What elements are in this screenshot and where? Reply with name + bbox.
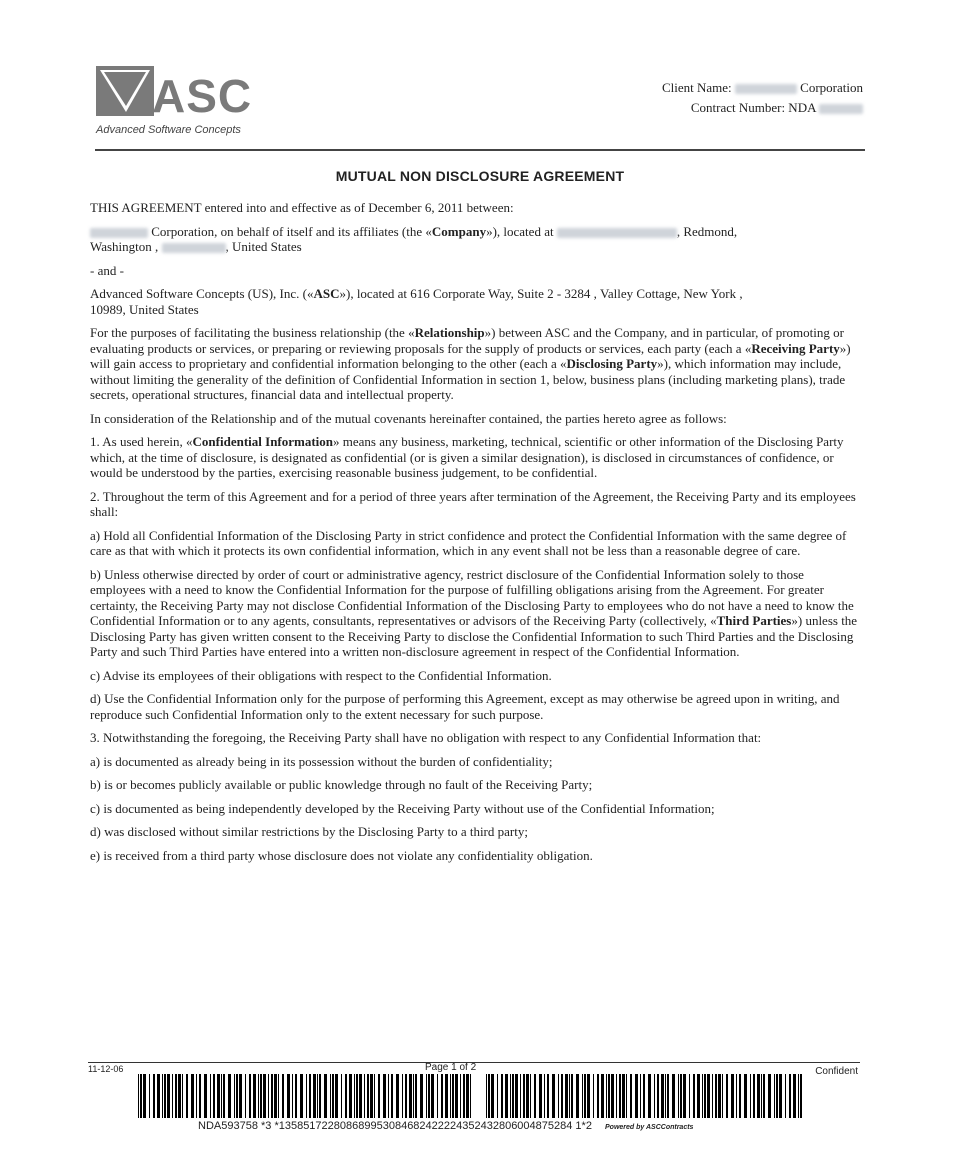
barcode-bar — [349, 1074, 352, 1118]
barcode-bar — [196, 1074, 197, 1118]
barcode-bar — [335, 1074, 338, 1118]
barcode-bar — [274, 1074, 277, 1118]
barcode-bar — [306, 1074, 307, 1118]
barcode-bar — [619, 1074, 621, 1118]
barcode-bar — [800, 1074, 802, 1118]
barcode-bar — [606, 1074, 607, 1118]
barcode-bar — [405, 1074, 407, 1118]
barcode-bar — [520, 1074, 521, 1118]
barcode-bar — [569, 1074, 570, 1118]
barcode-bar — [667, 1074, 669, 1118]
barcode-bar — [367, 1074, 369, 1118]
barcode-bar — [571, 1074, 573, 1118]
barcode-bar — [616, 1074, 617, 1118]
barcode-bar — [332, 1074, 334, 1118]
section-3d: d) was disclosed without similar restrictions by the Disclosing Party to a third party; — [90, 824, 528, 839]
barcode-bar — [584, 1074, 586, 1118]
barcode-bar — [309, 1074, 311, 1118]
barcode-bar — [210, 1074, 211, 1118]
section-2b: b) Unless otherwise directed by order of court or administrative agency, restrict disclosure of the Confidential Information solely to those employees with a need to know the Confidential Information for the purpose of fulfilling obligations arising from the Agreement. For greater certainty, the Receiving Party may not disclose Confidential Information of the Disclosing Party to employees who do not have a need to know the Confidential Information or to any agents, consultants, representatives or advisors of the Receiving Party (collectively, «Third Parties») unless the Disclosing Party has given written consent to the Receiving Party to disclose the Confidential Information to such Third Parties and the Disclosing Party and such Third Parties have entered into a written non-disclosure agreement in respect of the Confidential Information. — [90, 566, 858, 659]
barcode-bar — [178, 1074, 181, 1118]
barcode-bar — [292, 1074, 293, 1118]
barcode-bar — [354, 1074, 355, 1118]
barcode-bar — [463, 1074, 465, 1118]
barcode-bar — [452, 1074, 454, 1118]
barcode-bar — [236, 1074, 238, 1118]
barcode-bar — [409, 1074, 412, 1118]
redacted-zip-code — [162, 243, 226, 253]
barcode-bar — [761, 1074, 762, 1118]
barcode-bar — [530, 1074, 531, 1118]
barcode-bar — [763, 1074, 765, 1118]
barcode-left — [138, 1074, 474, 1118]
barcode-bar — [239, 1074, 242, 1118]
barcode-bar — [611, 1074, 614, 1118]
barcode-bar — [776, 1074, 778, 1118]
barcode-bar — [789, 1074, 791, 1118]
barcode-bar — [204, 1074, 207, 1118]
footer-date: 11-12-06 — [88, 1064, 124, 1074]
barcode-bar — [391, 1074, 393, 1118]
barcode-bar — [491, 1074, 494, 1118]
contract-number-line — [662, 98, 863, 118]
barcode-bar — [341, 1074, 342, 1118]
barcode-bar — [718, 1074, 721, 1118]
barcode-bar — [648, 1074, 651, 1118]
barcode-bar — [182, 1074, 183, 1118]
client-name-label: Client Name: — [661, 80, 732, 95]
barcode-bar — [324, 1074, 327, 1118]
barcode-bar — [175, 1074, 177, 1118]
barcode-bar — [470, 1074, 471, 1118]
barcode-bar — [486, 1074, 487, 1118]
party-asc: Advanced Software Concepts (US), Inc. («ASC»), located at 616 Corporate Way, Suite 2 - 3284 , Valley Cottage, New York , 10989, United States — [90, 286, 743, 317]
barcode-bar — [164, 1074, 166, 1118]
contract-number-label: Contract Number: NDA — [690, 100, 816, 115]
barcode-bar — [630, 1074, 632, 1118]
barcode-bar — [547, 1074, 549, 1118]
barcode-bar — [140, 1074, 142, 1118]
consideration-paragraph: In consideration of the Relationship and of the mutual covenants hereinafter contained, the parties hereto agree as follows: — [90, 410, 727, 426]
barcode-bar — [455, 1074, 458, 1118]
defined-term-asc: ASC — [313, 286, 340, 301]
barcode-bar — [750, 1074, 751, 1118]
barcode-bar — [268, 1074, 269, 1118]
barcode-bar — [552, 1074, 555, 1118]
barcode-bar — [587, 1074, 590, 1118]
barcode-bar — [689, 1074, 690, 1118]
barcode-bar — [287, 1074, 290, 1118]
barcode-bar — [213, 1074, 215, 1118]
asc-logo — [96, 66, 276, 142]
barcode-bar — [510, 1074, 511, 1118]
barcode-bar — [317, 1074, 318, 1118]
barcode-bar — [643, 1074, 645, 1118]
barcode-bar — [460, 1074, 461, 1118]
barcode-bar — [608, 1074, 610, 1118]
barcode-bar — [420, 1074, 423, 1118]
barcode-bar — [383, 1074, 386, 1118]
barcode-right — [486, 1074, 804, 1118]
logo-wordmark: ASC — [152, 70, 253, 122]
barcode-bar — [785, 1074, 786, 1118]
section-2-lead: 2. Throughout the term of this Agreement and for a period of three years after termination of the Agreement, the Receiving Party and its employees shall: — [90, 488, 856, 519]
barcode-bar — [172, 1074, 173, 1118]
barcode-bar — [258, 1074, 259, 1118]
barcode-bar — [635, 1074, 638, 1118]
section-2a: a) Hold all Confidential Information of the Disclosing Party in strict confidence and protect the Confidential Information with the same degree of care as that with which it protects its own confidential information, which in any event shall not be less than a reasonable degree of care. — [90, 527, 847, 558]
barcode-bar — [622, 1074, 625, 1118]
redacted-contract-number — [819, 104, 863, 114]
barcode-bar — [253, 1074, 256, 1118]
barcode-bar — [167, 1074, 170, 1118]
redacted-company-name — [90, 228, 148, 238]
barcode-bar — [282, 1074, 284, 1118]
intro-line: THIS AGREEMENT entered into and effective as of December 6, 2011 between: — [90, 200, 514, 215]
barcode-bar — [665, 1074, 666, 1118]
section-3e: e) is received from a third party whose disclosure does not violate any confidentiality obligation. — [90, 847, 593, 863]
barcode-bar — [640, 1074, 641, 1118]
client-name-suffix: Corporation — [800, 80, 863, 95]
barcode-bar — [793, 1074, 796, 1118]
barcode-bar — [278, 1074, 279, 1118]
barcode-bar — [539, 1074, 542, 1118]
barcode-bar — [157, 1074, 160, 1118]
barcode-bar — [162, 1074, 163, 1118]
logo-tagline: Advanced Software Concepts — [96, 124, 241, 136]
barcode-bar — [466, 1074, 469, 1118]
barcode-bar — [672, 1074, 675, 1118]
barcode-bar — [726, 1074, 728, 1118]
barcode-bar — [488, 1074, 490, 1118]
barcode-bar — [217, 1074, 220, 1118]
barcode-bar — [415, 1074, 417, 1118]
barcode-bar — [138, 1074, 139, 1118]
barcode-bar — [450, 1074, 451, 1118]
barcode-bar — [768, 1074, 771, 1118]
barcode-bar — [437, 1074, 438, 1118]
agreement-body — [90, 200, 860, 863]
redacted-company-address — [557, 228, 677, 238]
barcode-bar — [245, 1074, 246, 1118]
barcode-bar — [345, 1074, 347, 1118]
barcode-bar — [697, 1074, 700, 1118]
section-3c: c) is documented as being independently developed by the Receiving Party without use of the Confidential Information; — [90, 800, 715, 816]
barcode-bar — [370, 1074, 373, 1118]
barcode-bar — [228, 1074, 231, 1118]
barcode-bar — [396, 1074, 399, 1118]
barcode-number: NDA593758 *3 *135851722808689953084682422224352432806004875284 1*2 — [198, 1120, 592, 1132]
section-3b: b) is or becomes publicly available or public knowledge through no fault of the Receiving Party; — [90, 777, 593, 792]
barcode-bar — [356, 1074, 358, 1118]
barcode-bar — [249, 1074, 251, 1118]
section-2d: d) Use the Confidential Information only for the purpose of performing this Agreement, except as may otherwise be agreed upon in writing, and reproduce such Confidential Information only to the extent necessary for such purpose. — [90, 691, 840, 722]
barcode-bar — [753, 1074, 755, 1118]
barcode-bar — [680, 1074, 682, 1118]
purpose-paragraph: For the purposes of facilitating the business relationship (the «Relationship») between ASC and the Company, and in particular, of promoting or evaluating products or services, or preparing or reviewing proposals for the supply of products or services, each party (each a «Receiving Party») will gain access to proprietary and confidential information belonging to the other (each a «Disclosing Party»), which information may include, without limiting the generality of the definition of Confidential Information in section 1, below, business plans (including marketing plans), trade secrets, operational structures, financial data and intellectual property. — [90, 325, 851, 402]
barcode-bar — [657, 1074, 659, 1118]
section-3a: a) is documented as already being in its possession without the burden of confidentiality; — [90, 753, 553, 769]
section-1: 1. As used herein, «Confidential Information» means any business, marketing, technical, scientific or other information of the Disclosing Party which, at the time of disclosure, is designated as confidential (or is given a similar designation), is disclosed in circumstances of confidence, or would be understood by the parties, exercising reasonable business judgement, to be confidential. — [90, 434, 844, 480]
asc-logo-mark-icon — [96, 66, 154, 116]
header-divider — [95, 149, 865, 151]
barcode-bar — [512, 1074, 514, 1118]
barcode-bar — [601, 1074, 604, 1118]
document-title: MUTUAL NON DISCLOSURE AGREEMENT — [335, 168, 625, 184]
confidential-label: Confident — [815, 1066, 858, 1077]
barcode-bar — [313, 1074, 316, 1118]
barcode-bar — [661, 1074, 664, 1118]
barcode-bar — [715, 1074, 717, 1118]
client-name-line — [662, 78, 863, 98]
barcode-bar — [260, 1074, 262, 1118]
barcode-bar — [712, 1074, 713, 1118]
barcode-bar — [565, 1074, 568, 1118]
barcode-bar — [558, 1074, 559, 1118]
barcode-bar — [388, 1074, 389, 1118]
barcode-bar — [445, 1074, 448, 1118]
client-info — [662, 78, 863, 118]
barcode-bar — [582, 1074, 583, 1118]
barcode-bar — [693, 1074, 695, 1118]
barcode-bar — [683, 1074, 686, 1118]
barcode-bar — [774, 1074, 775, 1118]
barcode-bar — [505, 1074, 508, 1118]
barcode-bar — [221, 1074, 222, 1118]
barcode-bar — [441, 1074, 443, 1118]
barcode-bar — [413, 1074, 414, 1118]
barcode-bar — [515, 1074, 518, 1118]
barcode-bar — [497, 1074, 498, 1118]
section-2c: c) Advise its employees of their obligations with respect to the Confidential Information. — [90, 667, 552, 683]
barcode-bar — [798, 1074, 799, 1118]
barcode-bar — [191, 1074, 194, 1118]
barcode-bar — [223, 1074, 225, 1118]
barcode-bar — [153, 1074, 155, 1118]
redacted-client-name — [735, 84, 797, 94]
barcode-bar — [199, 1074, 201, 1118]
barcode-bar — [597, 1074, 599, 1118]
barcode-bar — [143, 1074, 146, 1118]
barcode-bar — [534, 1074, 536, 1118]
barcode-bar — [426, 1074, 427, 1118]
barcode-bar — [739, 1074, 741, 1118]
barcode-bar — [678, 1074, 679, 1118]
barcode-bar — [364, 1074, 365, 1118]
barcode-bar — [654, 1074, 655, 1118]
barcode-bar — [149, 1074, 150, 1118]
barcode-bar — [300, 1074, 303, 1118]
barcode-bar — [186, 1074, 188, 1118]
barcode-bar — [271, 1074, 273, 1118]
powered-by: Powered by ASCContracts — [605, 1124, 694, 1131]
barcode-bar — [402, 1074, 403, 1118]
barcode-bar — [544, 1074, 545, 1118]
barcode-bar — [319, 1074, 321, 1118]
barcode-bar — [526, 1074, 529, 1118]
barcode-bar — [295, 1074, 297, 1118]
section-3-lead: 3. Notwithstanding the foregoing, the Receiving Party shall have no obligation with respect to any Confidential Information that: — [90, 730, 762, 745]
barcode-bar — [330, 1074, 331, 1118]
barcode-bar — [576, 1074, 579, 1118]
barcode-bar — [374, 1074, 375, 1118]
barcode-bar — [779, 1074, 782, 1118]
defined-term-company: Company — [431, 223, 487, 239]
barcode-bar — [561, 1074, 563, 1118]
barcode-bar — [626, 1074, 627, 1118]
barcode-bar — [593, 1074, 594, 1118]
barcode-bar — [359, 1074, 362, 1118]
barcode-bar — [378, 1074, 380, 1118]
barcode-bar — [234, 1074, 235, 1118]
and-separator: - and - — [90, 262, 124, 278]
barcode-bar — [702, 1074, 703, 1118]
barcode-bar — [757, 1074, 760, 1118]
barcode-caption — [198, 1120, 693, 1132]
barcode-bar — [428, 1074, 430, 1118]
barcode-bar — [722, 1074, 723, 1118]
barcode-bar — [263, 1074, 266, 1118]
barcode-bar — [704, 1074, 706, 1118]
barcode-bar — [501, 1074, 503, 1118]
page-number: Page 1 of 2 — [425, 1062, 477, 1073]
barcode-bar — [736, 1074, 737, 1118]
party-company: Corporation, on behalf of itself and its affiliates (the «Company»), located at , Redmond, Washington , , United States — [90, 223, 738, 254]
barcode-bar — [731, 1074, 734, 1118]
barcode-bar — [744, 1074, 747, 1118]
barcode-bar — [431, 1074, 434, 1118]
barcode-bar — [707, 1074, 710, 1118]
barcode-bar — [523, 1074, 525, 1118]
